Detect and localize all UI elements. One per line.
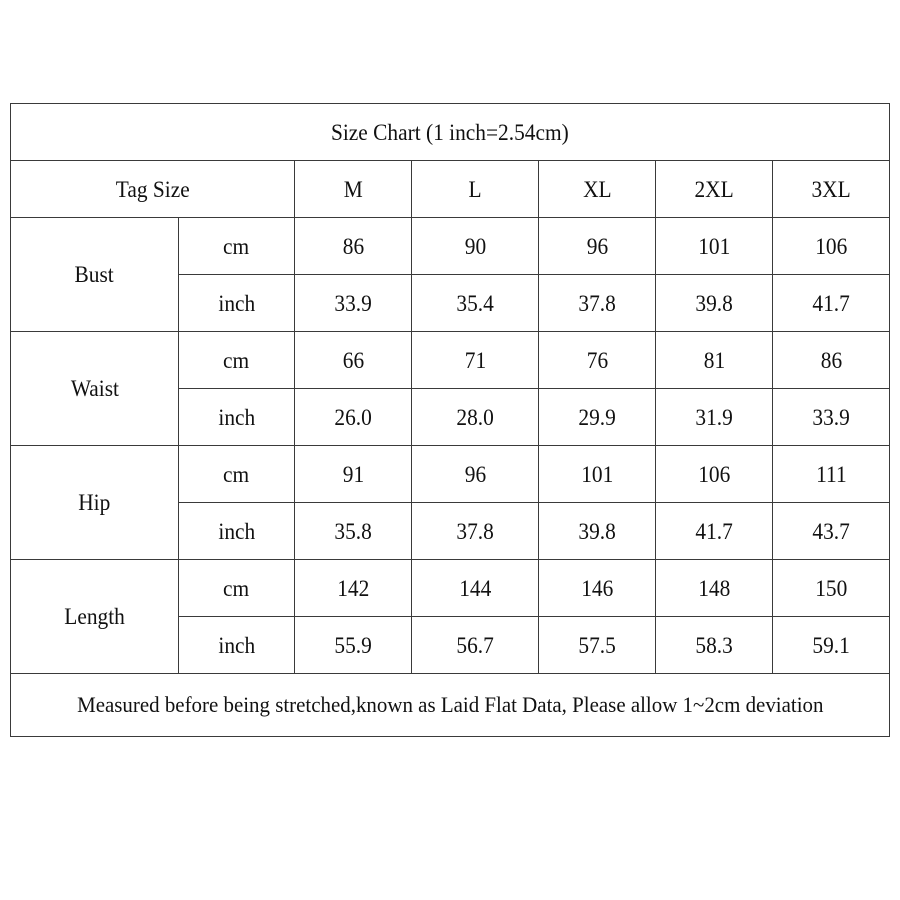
unit-cell: cm	[179, 332, 295, 389]
measurement-name-hip: Hip	[11, 446, 179, 560]
value-cell: 150	[773, 560, 890, 617]
value-cell: 66	[295, 332, 412, 389]
note-row	[11, 674, 890, 737]
value-cell: 106	[656, 446, 773, 503]
value-cell: 37.8	[412, 503, 539, 560]
size-header-3xl: 3XL	[773, 161, 890, 218]
unit-cell: cm	[179, 218, 295, 275]
measurement-name-waist: Waist	[11, 332, 179, 446]
value-cell: 29.9	[539, 389, 656, 446]
value-cell: 71	[412, 332, 539, 389]
title-row	[11, 104, 890, 161]
value-cell: 28.0	[412, 389, 539, 446]
size-header-m: M	[295, 161, 412, 218]
value-cell: 96	[539, 218, 656, 275]
measurement-name-bust: Bust	[11, 218, 179, 332]
chart-title: Size Chart (1 inch=2.54cm)	[11, 104, 890, 161]
unit-cell: cm	[179, 560, 295, 617]
value-cell: 86	[773, 332, 890, 389]
value-cell: 39.8	[656, 275, 773, 332]
value-cell: 111	[773, 446, 890, 503]
measurement-name-length: Length	[11, 560, 179, 674]
value-cell: 142	[295, 560, 412, 617]
value-cell: 86	[295, 218, 412, 275]
value-cell: 33.9	[295, 275, 412, 332]
value-cell: 144	[412, 560, 539, 617]
tag-size-label: Tag Size	[11, 161, 295, 218]
unit-cell: inch	[179, 389, 295, 446]
value-cell: 33.9	[773, 389, 890, 446]
value-cell: 41.7	[656, 503, 773, 560]
size-header-xl: XL	[539, 161, 656, 218]
value-cell: 91	[295, 446, 412, 503]
value-cell: 59.1	[773, 617, 890, 674]
unit-cell: cm	[179, 446, 295, 503]
header-row	[11, 161, 890, 218]
value-cell: 26.0	[295, 389, 412, 446]
size-header-l: L	[412, 161, 539, 218]
value-cell: 146	[539, 560, 656, 617]
value-cell: 41.7	[773, 275, 890, 332]
value-cell: 37.8	[539, 275, 656, 332]
value-cell: 39.8	[539, 503, 656, 560]
unit-cell: inch	[179, 503, 295, 560]
value-cell: 31.9	[656, 389, 773, 446]
table-row	[11, 218, 890, 275]
value-cell: 96	[412, 446, 539, 503]
value-cell: 106	[773, 218, 890, 275]
value-cell: 101	[656, 218, 773, 275]
value-cell: 58.3	[656, 617, 773, 674]
value-cell: 43.7	[773, 503, 890, 560]
value-cell: 57.5	[539, 617, 656, 674]
value-cell: 56.7	[412, 617, 539, 674]
value-cell: 81	[656, 332, 773, 389]
table-row	[11, 560, 890, 617]
value-cell: 101	[539, 446, 656, 503]
value-cell: 76	[539, 332, 656, 389]
value-cell: 35.8	[295, 503, 412, 560]
value-cell: 148	[656, 560, 773, 617]
unit-cell: inch	[179, 617, 295, 674]
size-chart-table	[10, 103, 890, 737]
size-header-2xl: 2XL	[656, 161, 773, 218]
value-cell: 90	[412, 218, 539, 275]
unit-cell: inch	[179, 275, 295, 332]
measurement-note: Measured before being stretched,known as Laid Flat Data, Please allow 1~2cm deviation	[11, 674, 890, 737]
value-cell: 55.9	[295, 617, 412, 674]
table-row	[11, 332, 890, 389]
value-cell: 35.4	[412, 275, 539, 332]
table-row	[11, 446, 890, 503]
